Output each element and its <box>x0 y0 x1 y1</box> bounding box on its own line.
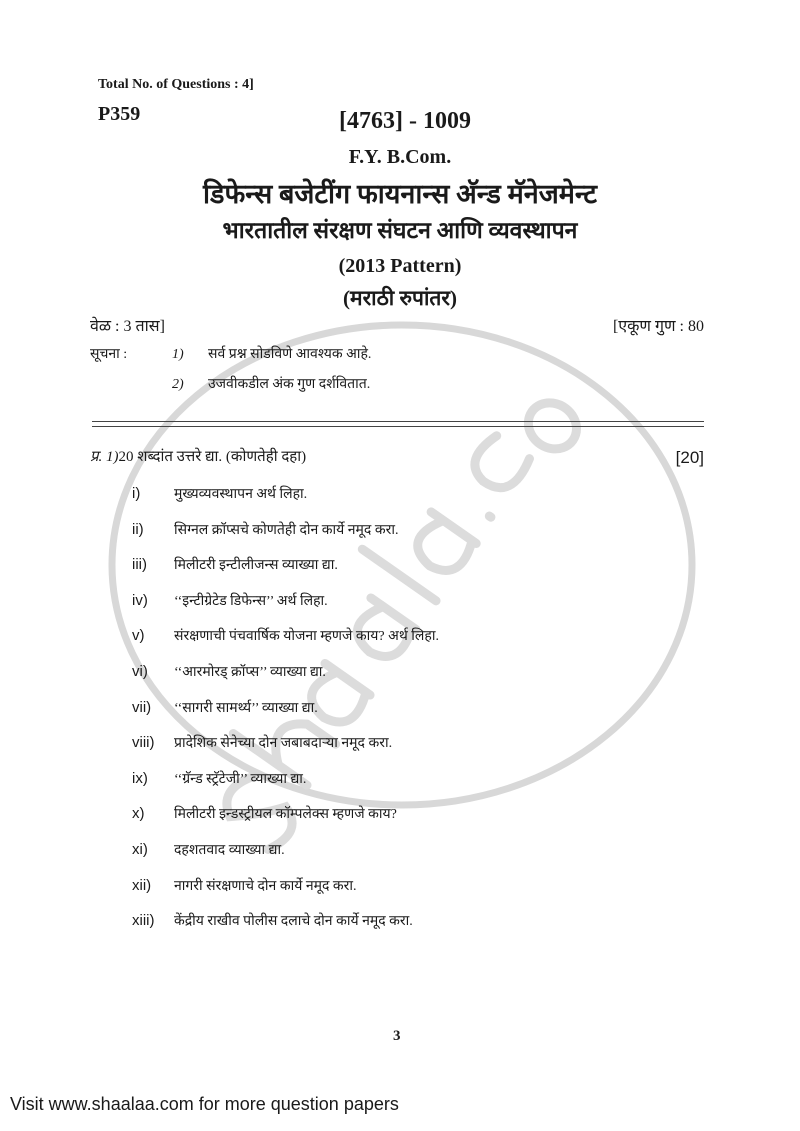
question-item <box>132 555 338 577</box>
item-number: ix) <box>132 769 148 787</box>
instruction-text: उजवीकडील अंक गुण दर्शवितात. <box>208 377 371 392</box>
total-questions: Total No. of Questions : 4] <box>98 77 254 92</box>
question-item <box>132 840 285 862</box>
question-item <box>132 876 357 898</box>
instruction-number: 1) <box>172 347 184 362</box>
item-text: ‘‘ग्रॅन्ड स्ट्रॅटेजी’’ व्याख्या द्या. <box>174 771 307 787</box>
item-text: ‘‘सागरी सामर्थ्य’’ व्याख्या द्या. <box>174 700 318 716</box>
paper-title: डिफेन्स बजेटींग फायनान्स अ‍ॅन्ड मॅनेजमेन्ट <box>203 179 597 209</box>
question-item <box>132 591 328 613</box>
item-number: vii) <box>132 698 152 716</box>
item-number: viii) <box>132 734 155 752</box>
item-text: मुख्यव्यवस्थापन अर्थ लिहा. <box>174 487 308 502</box>
item-number: xiii) <box>132 912 155 930</box>
question-marks: [20] <box>675 448 704 467</box>
exam-code: [4763] - 1009 <box>339 108 471 134</box>
divider-line <box>92 426 704 427</box>
pattern: (2013 Pattern) <box>338 255 462 277</box>
question-item <box>132 662 326 684</box>
item-number: iv) <box>132 591 148 609</box>
question-item <box>132 626 439 648</box>
total-marks: [एकूण गुण : 80 <box>612 318 704 335</box>
paper-subtitle: भारतातील संरक्षण संघटन आणि व्यवस्थापन <box>222 218 578 243</box>
item-text: प्रादेशिक सेनेच्या दोन जबाबदाऱ्या नमूद करा. <box>174 736 393 752</box>
question-item <box>132 911 413 933</box>
question-number: प्र. 1) <box>90 449 119 465</box>
item-text: नागरी संरक्षणाचे दोन कार्ये नमूद करा. <box>174 878 357 894</box>
item-text: सिग्नल क्रॉप्सचे कोणतेही दोन कार्ये नमूद करा. <box>174 522 399 538</box>
item-text: मिलीटरी इन्टीलीजन्स व्याख्या द्या. <box>174 558 338 574</box>
item-text: मिलीटरी इन्डस्ट्रीयल कॉम्पलेक्स म्हणजे काय? <box>174 807 397 823</box>
instruction-number: 2) <box>172 377 184 392</box>
paper-code: P359 <box>98 103 141 125</box>
time-allowed: वेळ : 3 तास] <box>90 318 165 335</box>
item-number: i) <box>132 485 141 502</box>
course-name: F.Y. B.Com. <box>348 146 452 168</box>
item-text: संरक्षणाची पंचवार्षिक योजना म्हणजे काय? अर्थ लिहा. <box>174 629 439 645</box>
page-number: 3 <box>393 1028 401 1044</box>
item-text: दहशतवाद व्याख्या द्या. <box>174 843 285 858</box>
translation-note: (मराठी रुपांतर) <box>343 286 457 310</box>
question-item <box>132 484 307 506</box>
item-number: xi) <box>132 841 148 858</box>
question-item <box>132 698 318 720</box>
question-item <box>132 804 397 826</box>
item-number: x) <box>132 805 145 823</box>
question-item <box>132 769 306 791</box>
item-text: केंद्रीय राखीव पोलीस दलाचे दोन कार्ये नमूद करा. <box>174 914 413 930</box>
footer-link[interactable]: Visit www.shaalaa.com for more question papers <box>10 1094 399 1114</box>
item-number: iii) <box>132 556 147 574</box>
question-item <box>132 733 392 755</box>
divider-line <box>92 421 704 422</box>
instructions-label: सूचना : <box>90 347 128 362</box>
item-number: v) <box>132 627 145 645</box>
question-text: 20 शब्दांत उत्तरे द्या. (कोणतेही दहा) <box>118 449 307 465</box>
instruction-text: सर्व प्रश्न सोडविणे आवश्यक आहे. <box>208 347 372 362</box>
question-heading <box>90 449 306 466</box>
item-number: xii) <box>132 876 152 894</box>
item-text: ‘‘इन्टीग्रेटेड डिफेन्स’’ अर्थ लिहा. <box>174 593 328 609</box>
question-item <box>132 520 398 542</box>
item-number: vi) <box>132 663 148 680</box>
item-text: ‘‘आरमोरड् क्रॉप्स’’ व्याख्या द्या. <box>174 665 326 680</box>
item-number: ii) <box>132 520 144 538</box>
